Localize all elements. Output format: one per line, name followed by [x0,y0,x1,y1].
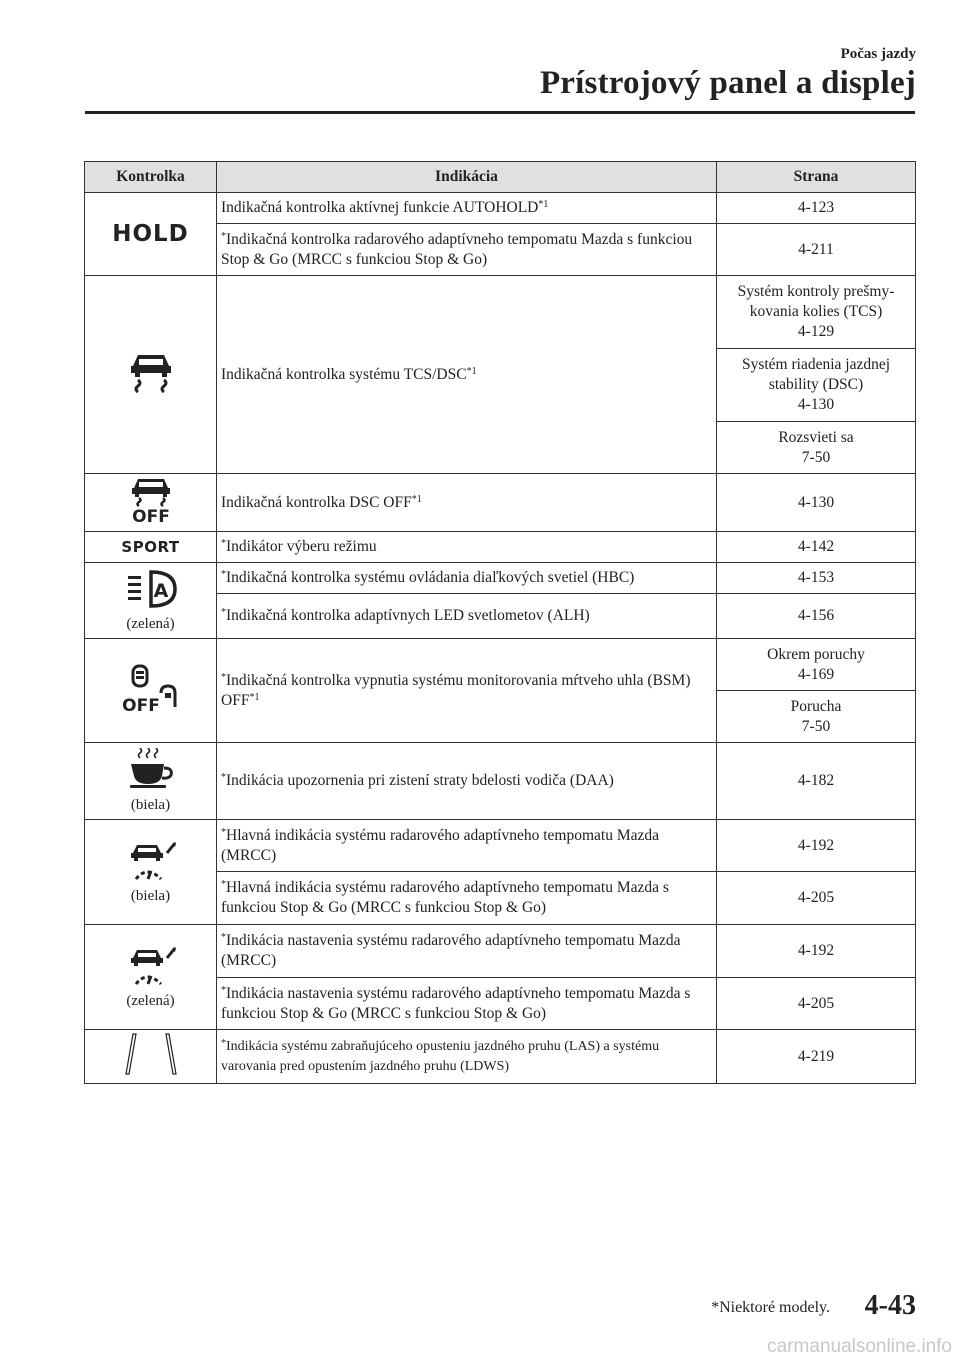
lane-departure-icon [115,1032,187,1076]
header-divider [85,111,915,114]
table-row [85,1030,916,1084]
description-cell: Indikačná kontrolka aktívnej funkcie AUTOHOLD$^{*1}$ [217,193,717,224]
description-cell: *Indikačná kontrolka vypnutia systému monitorovania mŕtveho uhla (BSM) OFF$^{*1}$ [217,639,717,743]
bsm-off-icon [121,663,181,713]
icon-color-note: (zelená) [126,615,175,632]
coffee-cup-icon [126,748,176,790]
svg-text:A: A [153,579,168,602]
page-reference: 4-182 [717,743,916,820]
page-reference: 4-153 [717,563,916,594]
page-header [540,46,916,102]
page-reference: 4-205 [717,978,916,1030]
page-reference: 4-130 [717,474,916,532]
indicator-table [84,161,916,1084]
page-reference: Porucha 7-50 [717,691,916,743]
table-row [85,193,916,224]
svg-text:OFF: OFF [131,507,170,523]
page-reference: 4-219 [717,1030,916,1084]
description-cell: Indikačná kontrolka DSC OFF$^{*1}$ [217,474,717,532]
radar-cruise-icon [123,839,179,881]
page-reference: 4-142 [717,532,916,563]
description-cell: *Indikátor výberu režimu [217,532,717,563]
high-beam-auto-icon [123,569,179,609]
description-cell: *Indikácia systému zabraňujúceho opusteniu jazdného pruhu (LAS) a systému varovania pred opustením jazdného pruhu (LDWS) [217,1030,717,1084]
svg-text:OFF: OFF [121,696,160,713]
page-reference: 4-192 [717,925,916,978]
watermark: carmanualsonline.info [767,1336,952,1357]
page-reference: Okrem poruchy 4-169 [717,639,916,691]
table-header-row [85,162,916,193]
table-row [85,639,916,691]
table-row [85,743,916,820]
icon-cell [85,474,217,532]
radar-cruise-set-icon [123,944,179,986]
icon-cell [85,532,217,563]
page-reference: 4-123 [717,193,916,224]
description-cell: *Hlavná indikácia systému radarového adaptívneho tempomatu Mazda s funkciou Stop & Go (MRCC s funkciou Stop & Go) [217,872,717,925]
table-row [85,925,916,978]
description-cell: *Hlavná indikácia systému radarového adaptívneho tempomatu Mazda (MRCC) [217,820,717,872]
column-header-indikacia: Indikácia [217,162,717,193]
table-row [85,276,916,349]
table-row [85,563,916,594]
table-row [85,474,916,532]
page-reference: Systém kontroly prešmy- kovania kolies (TCS) 4-129 [717,276,916,349]
icon-cell [85,563,217,639]
icon-cell [85,925,217,1030]
footnote: *Niektoré modely. [711,1299,830,1316]
icon-color-note: (zelená) [126,993,175,1009]
description-cell: *Indikácia upozornenia pri zistení straty bdelosti vodiča (DAA) [217,743,717,820]
icon-color-note: (biela) [130,797,171,813]
tcs-dsc-icon [126,351,176,393]
icon-cell [85,1030,217,1084]
table-row [85,532,916,563]
sport-icon: SPORT [121,537,180,556]
page-reference: 4-156 [717,594,916,639]
icon-cell [85,820,217,925]
icon-cell [85,743,217,820]
description-cell: Indikačná kontrolka systému TCS/DSC$^{*1}$ [217,276,717,474]
page-reference: 4-211 [717,224,916,276]
column-header-kontrolka: Kontrolka [85,162,217,193]
page-reference: 4-192 [717,820,916,872]
section-title: Počas jazdy [840,46,916,62]
icon-cell [85,276,217,474]
icon-cell [85,193,217,276]
icon-cell [85,639,217,743]
page-title: Prístrojový panel a displej [539,65,916,101]
description-cell: *Indikácia nastavenia systému radarového adaptívneho tempomatu Mazda (MRCC) [217,925,717,978]
page-number: 4-43 [864,1290,916,1321]
page-reference: Rozsvieti sa 7-50 [717,422,916,474]
page-reference: Systém riadenia jazdnej stability (DSC) 4-130 [717,349,916,422]
description-cell: *Indikačná kontrolka systému ovládania diaľkových svetiel (HBC) [217,563,717,594]
hold-icon: HOLD [112,221,189,247]
column-header-strana: Strana [717,162,916,193]
dsc-off-icon [123,477,179,523]
table-row [85,820,916,872]
icon-color-note: (biela) [130,888,171,904]
description-cell: *Indikačná kontrolka adaptívnych LED svetlometov (ALH) [217,594,717,639]
description-cell: *Indikácia nastavenia systému radarového adaptívneho tempomatu Mazda s funkciou Stop & Go (MRCC s funkciou Stop & Go) [217,978,717,1030]
page-reference: 4-205 [717,872,916,925]
description-cell: *Indikačná kontrolka radarového adaptívneho tempomatu Mazda s funkciou Stop & Go (MRCC s funkciou Stop & Go) [217,224,717,276]
